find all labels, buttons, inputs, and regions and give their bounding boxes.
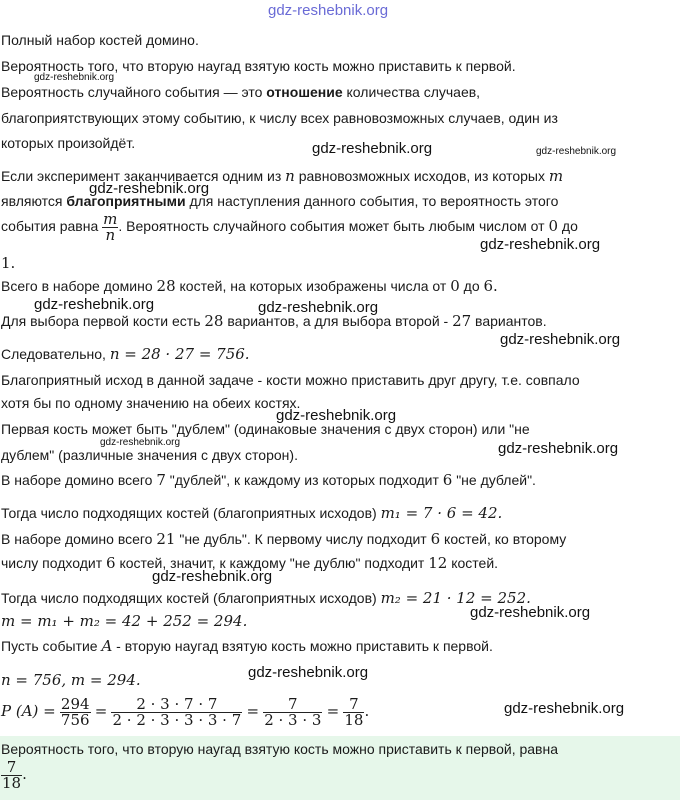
nondoubles-line-2: числу подходит 6 костей, значит, к каждому "не дублю" подходит 12 костей. xyxy=(1,554,499,572)
fraction-factored: $\frac{2 \cdot 3 \cdot 7 \cdot 7}{2 \cdot 2 \cdot 3 \cdot 3 \cdot 3 \cdot 7}$ xyxy=(112,694,242,729)
experiment-line-3: события равна $\frac{m}{n}$ . Вероятность случайного события может быть любым числом от 0 до xyxy=(1,210,578,244)
answer-fraction: $\frac{7}{18}$ . xyxy=(2,758,27,792)
watermark: gdz-reshebnik.org xyxy=(498,440,619,457)
watermark: gdz-reshebnik.org xyxy=(100,437,181,448)
problem-title: Полный набор костей домино. xyxy=(1,32,199,48)
problem-question: Вероятность того, что вторую наугад взятую кость можно приставить к первой. xyxy=(1,58,516,74)
probability-formula: P (A) = $\frac{294}{756}$ = $\frac{2 \cdot 3 \cdot 7 \cdot 7}{2 \cdot 2 \cdot 3 \cdot 3 \cdot 3 \cdot 7}$ = $\frac{7}{2 \cdot 3 \cdot 3}$ = $\frac{7}{18}$ . xyxy=(1,694,370,729)
nondoubles-line-1: В наборе домино всего 21 "не дубль". К первому числу подходит 6 костей, ко второму xyxy=(1,530,567,548)
fraction-294-756: $\frac{294}{756}$ xyxy=(60,694,90,729)
doubles-count-line: В наборе домино всего 7 "дублей", к каждому из которых подходит 6 "не дублей". xyxy=(1,471,536,489)
header-watermark: gdz-reshebnik.org xyxy=(268,2,389,19)
choice-line: Для выбора первой кости есть 28 вариантов, а для выбора второй - 27 вариантов. xyxy=(1,312,547,330)
doubles-line-1: Первая кость может быть "дублем" (одинаковые значения с двух сторон) или "не xyxy=(1,421,530,437)
favorable-line-1: Благоприятный исход в данной задаче - кости можно приставить друг другу, т.е. совпало xyxy=(1,372,580,388)
watermark: gdz-reshebnik.org xyxy=(34,296,155,313)
experiment-line-4: 1. xyxy=(1,254,16,272)
watermark: gdz-reshebnik.org xyxy=(258,299,379,316)
experiment-line-1: Если эксперимент заканчивается одним из n равновозможных исходов, из которых m xyxy=(1,167,564,185)
watermark: gdz-reshebnik.org xyxy=(248,664,369,681)
n-m-values: n = 756, m = 294. xyxy=(1,671,141,689)
fraction-m-over-n: $\frac{m}{n}$ xyxy=(103,210,118,244)
m1-line: Тогда число подходящих костей (благоприятных исходов) m₁ = 7 · 6 = 42. xyxy=(1,504,503,522)
watermark: gdz-reshebnik.org xyxy=(536,146,617,157)
consequently-line: Следовательно, n = 28 · 27 = 756. xyxy=(1,345,250,363)
favorable-line-2: хотя бы по одному значению на обеих костях. xyxy=(1,395,301,411)
m-total-formula: m = m₁ + m₂ = 42 + 252 = 294. xyxy=(1,612,248,630)
watermark: gdz-reshebnik.org xyxy=(480,236,601,253)
watermark: gdz-reshebnik.org xyxy=(504,700,625,717)
fraction-reduced: $\frac{7}{2 \cdot 3 \cdot 3}$ xyxy=(264,694,322,729)
answer-text: Вероятность того, что вторую наугад взятую кость можно приставить к первой, равна xyxy=(1,741,558,757)
fraction-7-18: $\frac{7}{18}$ xyxy=(344,694,364,729)
watermark: gdz-reshebnik.org xyxy=(276,407,397,424)
m2-line: Тогда число подходящих костей (благоприятных исходов) m₂ = 21 · 12 = 252. xyxy=(1,589,531,607)
definition-line-1: Вероятность случайного события — это отношение количества случаев, xyxy=(1,84,481,100)
watermark: gdz-reshebnik.org xyxy=(152,568,273,585)
watermark: gdz-reshebnik.org xyxy=(470,604,591,621)
watermark: gdz-reshebnik.org xyxy=(34,72,115,83)
doubles-line-2: дублем" (различные значения с двух сторон). xyxy=(1,447,298,463)
answer-box xyxy=(0,736,680,800)
watermark: gdz-reshebnik.org xyxy=(89,180,210,197)
count-line: Всего в наборе домино 28 костей, на которых изображены числа от 0 до 6. xyxy=(1,277,498,295)
watermark: gdz-reshebnik.org xyxy=(312,140,433,157)
definition-line-3: которых произойдёт. xyxy=(1,135,136,151)
definition-line-2: благоприятствующих этому событию, к числу всех равновозможных случаев, один из xyxy=(1,110,558,126)
event-line: Пусть событие A - вторую наугад взятую кость можно приставить к первой. xyxy=(1,637,493,655)
watermark: gdz-reshebnik.org xyxy=(500,331,621,348)
experiment-line-2: являются благоприятными для наступления данного события, то вероятность этого xyxy=(1,193,559,209)
